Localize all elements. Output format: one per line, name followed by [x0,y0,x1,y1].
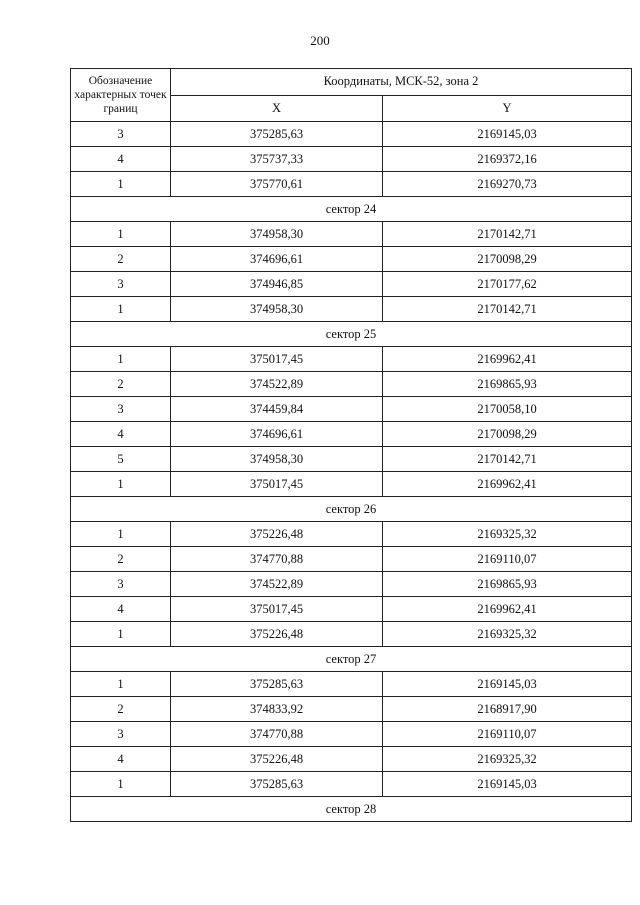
point-number-cell: 4 [71,747,171,772]
x-coordinate-cell: 375737,33 [171,147,383,172]
point-number-cell: 3 [71,397,171,422]
x-coordinate-cell: 374833,92 [171,697,383,722]
sector-row [71,797,632,822]
y-coordinate-cell: 2169962,41 [383,472,632,497]
table-row [71,572,632,597]
table-row [71,447,632,472]
sector-title: сектор 24 [71,197,632,222]
x-coordinate-cell: 375226,48 [171,622,383,647]
header-point-designation: Обозначение характерных точек границ [71,69,171,122]
table-row [71,172,632,197]
table-row [71,622,632,647]
coordinates-table [70,68,632,822]
sector-title: сектор 25 [71,322,632,347]
point-number-cell: 4 [71,422,171,447]
page-number: 200 [310,33,330,48]
x-coordinate-cell: 374946,85 [171,272,383,297]
y-coordinate-cell: 2169865,93 [383,572,632,597]
y-coordinate-cell: 2169110,07 [383,722,632,747]
point-number-cell: 4 [71,597,171,622]
table-row [71,672,632,697]
table-row [71,772,632,797]
x-coordinate-cell: 374522,89 [171,372,383,397]
y-coordinate-cell: 2169865,93 [383,372,632,397]
sector-row [71,322,632,347]
point-number-cell: 4 [71,147,171,172]
x-coordinate-cell: 374770,88 [171,547,383,572]
x-coordinate-cell: 374770,88 [171,722,383,747]
y-coordinate-cell: 2169145,03 [383,672,632,697]
point-number-cell: 1 [71,172,171,197]
x-coordinate-cell: 375285,63 [171,122,383,147]
table-row [71,722,632,747]
point-number-cell: 2 [71,247,171,272]
x-coordinate-cell: 375017,45 [171,347,383,372]
point-number-cell: 3 [71,122,171,147]
table-row [71,297,632,322]
x-coordinate-cell: 375770,61 [171,172,383,197]
table-row [71,372,632,397]
y-coordinate-cell: 2170142,71 [383,447,632,472]
sector-title: сектор 27 [71,647,632,672]
y-coordinate-cell: 2169325,32 [383,747,632,772]
y-coordinate-cell: 2170058,10 [383,397,632,422]
point-number-cell: 3 [71,722,171,747]
x-coordinate-cell: 375285,63 [171,772,383,797]
sector-row [71,197,632,222]
y-coordinate-cell: 2169962,41 [383,597,632,622]
table-row [71,397,632,422]
point-number-cell: 2 [71,372,171,397]
x-coordinate-cell: 375017,45 [171,472,383,497]
y-coordinate-cell: 2169325,32 [383,522,632,547]
x-coordinate-cell: 375226,48 [171,522,383,547]
table-row [71,147,632,172]
table-header [71,69,632,122]
y-coordinate-cell: 2170098,29 [383,247,632,272]
sector-title: сектор 26 [71,497,632,522]
sector-title: сектор 28 [71,797,632,822]
point-number-cell: 1 [71,222,171,247]
sector-row [71,497,632,522]
x-coordinate-cell: 374958,30 [171,222,383,247]
y-coordinate-cell: 2170098,29 [383,422,632,447]
point-number-cell: 1 [71,772,171,797]
header-x: X [171,95,383,122]
point-number-cell: 2 [71,697,171,722]
point-number-cell: 1 [71,672,171,697]
header-coordinate-system: Координаты, МСК-52, зона 2 [171,69,632,96]
x-coordinate-cell: 374696,61 [171,247,383,272]
table-row [71,472,632,497]
y-coordinate-cell: 2170177,62 [383,272,632,297]
table-row [71,697,632,722]
point-number-cell: 1 [71,522,171,547]
point-number-cell: 1 [71,297,171,322]
table-row [71,547,632,572]
x-coordinate-cell: 374958,30 [171,447,383,472]
table-row [71,247,632,272]
point-number-cell: 1 [71,347,171,372]
x-coordinate-cell: 374958,30 [171,297,383,322]
table-row [71,597,632,622]
y-coordinate-cell: 2169110,07 [383,547,632,572]
y-coordinate-cell: 2168917,90 [383,697,632,722]
table-row [71,222,632,247]
x-coordinate-cell: 375285,63 [171,672,383,697]
y-coordinate-cell: 2169270,73 [383,172,632,197]
table-row [71,272,632,297]
point-number-cell: 2 [71,547,171,572]
table-row [71,747,632,772]
point-number-cell: 1 [71,622,171,647]
y-coordinate-cell: 2170142,71 [383,297,632,322]
table-body [71,122,632,822]
table-row [71,122,632,147]
x-coordinate-cell: 375226,48 [171,747,383,772]
y-coordinate-cell: 2169962,41 [383,347,632,372]
x-coordinate-cell: 374459,84 [171,397,383,422]
y-coordinate-cell: 2169145,03 [383,772,632,797]
x-coordinate-cell: 374696,61 [171,422,383,447]
point-number-cell: 3 [71,272,171,297]
y-coordinate-cell: 2169372,16 [383,147,632,172]
sector-row [71,647,632,672]
y-coordinate-cell: 2170142,71 [383,222,632,247]
point-number-cell: 3 [71,572,171,597]
header-y: Y [383,95,632,122]
y-coordinate-cell: 2169325,32 [383,622,632,647]
x-coordinate-cell: 375017,45 [171,597,383,622]
table-row [71,422,632,447]
point-number-cell: 1 [71,472,171,497]
y-coordinate-cell: 2169145,03 [383,122,632,147]
table-row [71,522,632,547]
table-row [71,347,632,372]
point-number-cell: 5 [71,447,171,472]
x-coordinate-cell: 374522,89 [171,572,383,597]
